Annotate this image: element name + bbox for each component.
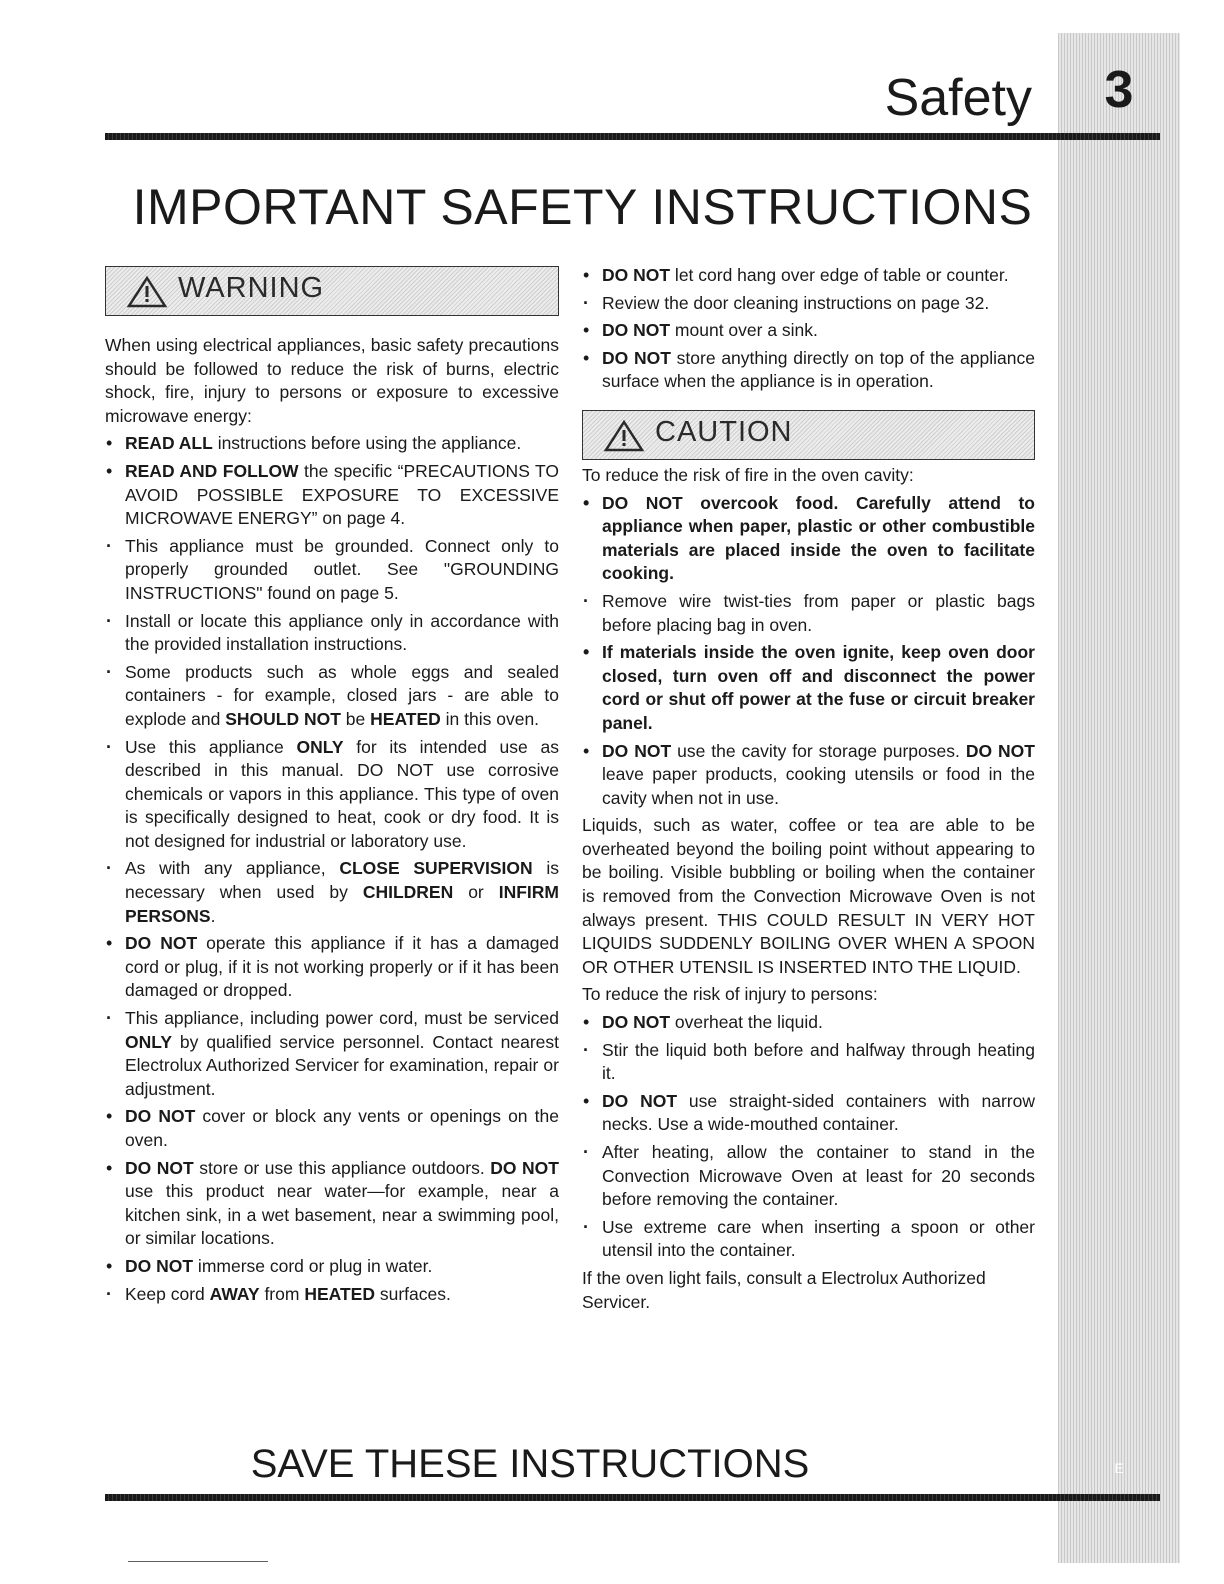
warning-intro: When using electrical appliances, basic safety precautions should be followed to reduce the risk of burns, electric shock, fire, injury to persons or exposure to excessive microwave energy: <box>105 335 559 426</box>
section-title: Safety <box>884 69 1032 127</box>
chapter-side-tab <box>1058 33 1180 1563</box>
list-item: · This appliance must be grounded. Connect only to properly grounded outlet. See "GROUNDING INSTRUCTIONS" found on page 5. <box>105 535 559 606</box>
list-item: • READ AND FOLLOW the specific “PRECAUTIONS TO AVOID POSSIBLE EXPOSURE TO EXCESSIVE MICROWAVE ENERGY” on page 4. <box>105 460 559 531</box>
left-column <box>105 266 559 1310</box>
list-item: · Some products such as whole eggs and sealed containers - for example, closed jars - are able to explode and SHOULD NOT be HEATED in this oven. <box>105 661 559 732</box>
caution-intro: To reduce the risk of fire in the oven cavity: <box>582 464 914 485</box>
list-item: • READ ALL instructions before using the appliance. <box>105 432 559 456</box>
injury-list <box>582 1011 1035 1263</box>
list-item: · Use this appliance ONLY for its intended use as described in this manual. DO NOT use corrosive chemicals or vapors in this appliance. This type of oven is specifically designed to heat, cook or dry food. It is not designed for industrial or laboratory use. <box>105 736 559 854</box>
list-item: • DO NOT immerse cord or plug in water. <box>105 1255 559 1279</box>
list-item: • DO NOT overcook food. Carefully attend to appliance when paper, plastic or other combustible materials are placed inside the oven to facilitate cooking. <box>582 492 1035 586</box>
list-item: · Keep cord AWAY from HEATED surfaces. <box>105 1283 559 1307</box>
caution-label: CAUTION <box>655 415 793 448</box>
warning-list <box>105 432 559 1306</box>
footer-title: SAVE THESE INSTRUCTIONS <box>250 1442 810 1486</box>
side-tab-letter: E <box>1114 1460 1124 1476</box>
list-item: • DO NOT store or use this appliance outdoors. DO NOT use this product near water—for example, near a kitchen sink, in a wet basement, near a swimming pool, or similar locations. <box>105 1157 559 1251</box>
header-rule <box>105 133 1160 140</box>
right-column <box>582 264 1035 1318</box>
warning-triangle-icon <box>126 275 168 309</box>
list-item: · Remove wire twist-ties from paper or plastic bags before placing bag in oven. <box>582 590 1035 637</box>
list-item: • If materials inside the oven ignite, keep oven door closed, turn oven off and disconnect the power cord or shut off power at the fuse or circuit breaker panel. <box>582 641 1035 735</box>
chapter-number: 3 <box>1104 61 1134 119</box>
caution-list <box>582 492 1035 811</box>
footer-rule <box>105 1494 1160 1501</box>
caution-triangle-icon <box>603 419 645 453</box>
warning-list-continued <box>582 264 1035 394</box>
list-item: · Review the door cleaning instructions on page 32. <box>582 292 1035 316</box>
list-item: • DO NOT store anything directly on top of the appliance surface when the appliance is in operation. <box>582 347 1035 394</box>
caution-banner <box>582 410 1035 460</box>
list-item: · Use extreme care when inserting a spoon or other utensil into the container. <box>582 1216 1035 1263</box>
list-item: · After heating, allow the container to stand in the Convection Microwave Oven at least for 20 seconds before removing the container. <box>582 1141 1035 1212</box>
link-underline <box>128 1561 268 1562</box>
list-item: • DO NOT use straight-sided containers with narrow necks. Use a wide-mouthed container. <box>582 1090 1035 1137</box>
list-item: • DO NOT cover or block any vents or openings on the oven. <box>105 1105 559 1152</box>
warning-banner <box>105 266 559 316</box>
list-item: • DO NOT let cord hang over edge of table or counter. <box>582 264 1035 288</box>
list-item: · Stir the liquid both before and halfway through heating it. <box>582 1039 1035 1086</box>
warning-label: WARNING <box>178 272 325 304</box>
list-item: · This appliance, including power cord, must be serviced ONLY by qualified service personnel. Contact nearest Electrolux Authorized Servicer for examination, repair or adjustment. <box>105 1007 559 1101</box>
page-title: IMPORTANT SAFETY INSTRUCTIONS <box>132 179 1033 235</box>
list-item: · Install or locate this appliance only in accordance with the provided installation instructions. <box>105 610 559 657</box>
oven-light-note: If the oven light fails, consult a Electrolux Authorized Servicer. <box>582 1267 986 1312</box>
injury-intro: To reduce the risk of injury to persons: <box>582 984 878 1005</box>
list-item: • DO NOT use the cavity for storage purposes. DO NOT leave paper products, cooking utensils or food in the cavity when not in use. <box>582 740 1035 811</box>
list-item: • DO NOT operate this appliance if it has a damaged cord or plug, if it is not working properly or if it has been damaged or dropped. <box>105 932 559 1003</box>
list-item: • DO NOT mount over a sink. <box>582 319 1035 343</box>
list-item: • DO NOT overheat the liquid. <box>582 1011 1035 1035</box>
list-item: · As with any appliance, CLOSE SUPERVISION is necessary when used by CHILDREN or INFIRM PERSONS. <box>105 857 559 928</box>
liquids-paragraph: Liquids, such as water, coffee or tea are able to be overheated beyond the boiling point without appearing to be boiling. Visible bubbling or boiling when the container is removed from the Convection Microwave Oven is not always present. THIS COULD RESULT IN VERY HOT LIQUIDS SUDDENLY BOILING OVER WHEN A SPOON OR OTHER UTENSIL IS INSERTED INTO THE LIQUID. <box>582 815 1035 977</box>
